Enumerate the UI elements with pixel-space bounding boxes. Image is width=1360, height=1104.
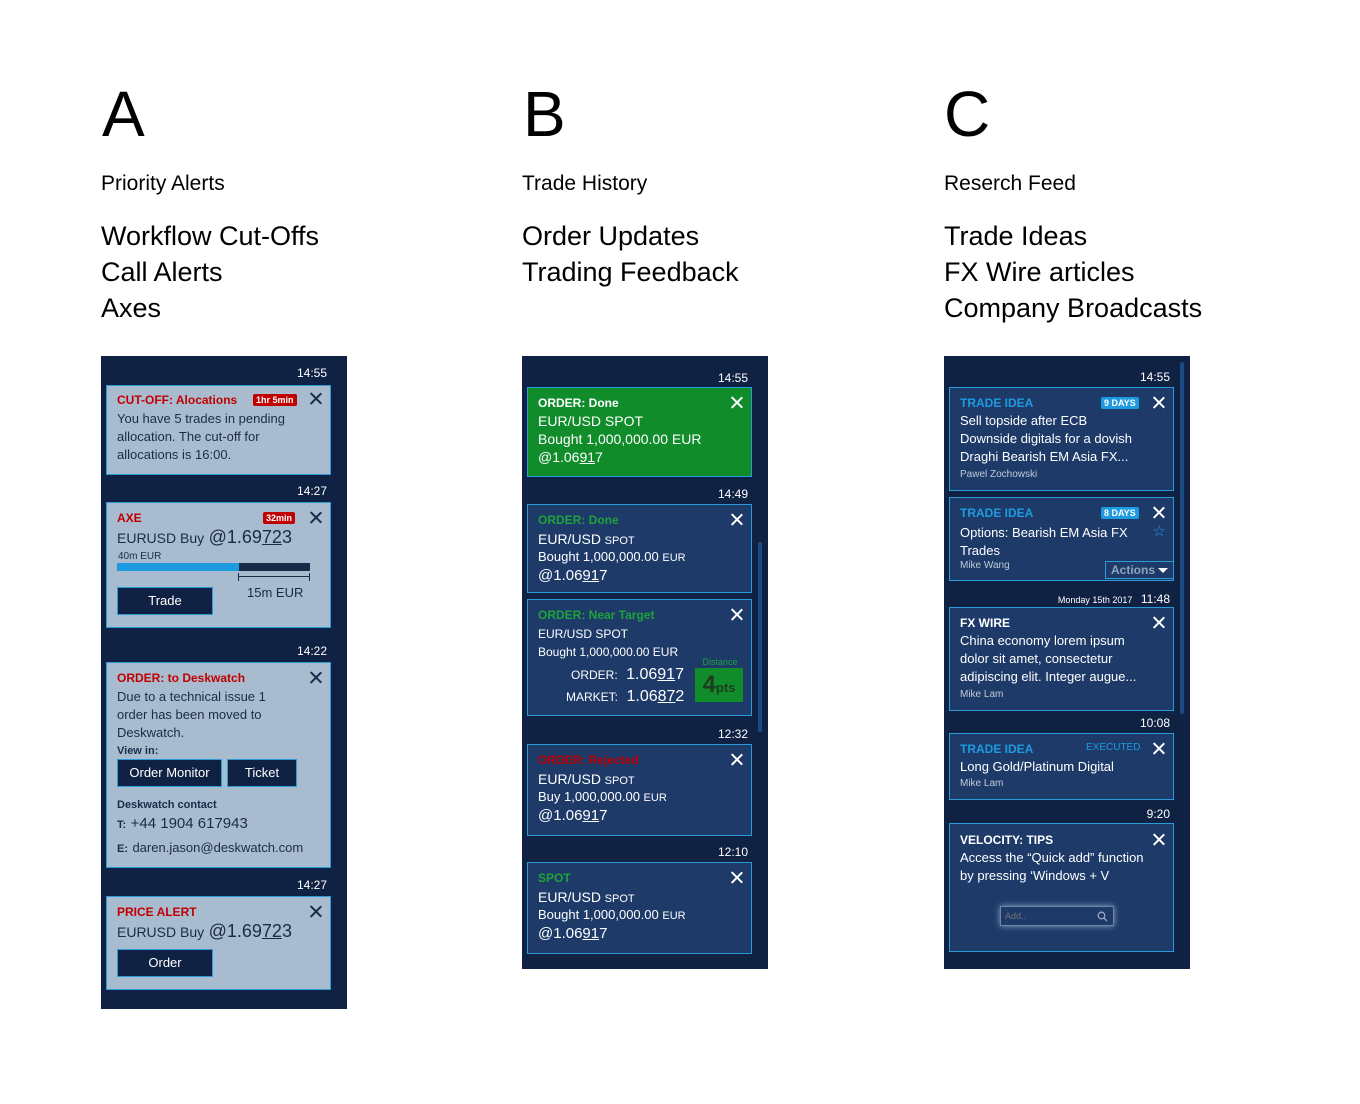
price-suffix: 7 [599, 567, 608, 584]
age-badge: 8 DAYS [1101, 507, 1139, 519]
column-letter: B [523, 78, 566, 150]
close-icon[interactable] [1153, 396, 1165, 408]
item-title: TRADE IDEA [960, 742, 1034, 756]
author: Pawel Zochowski [960, 469, 1038, 480]
author: Mike Wang [960, 560, 1010, 571]
feature-list [522, 218, 739, 290]
order-title: ORDER: Rejected [538, 753, 639, 767]
feature-item: Trade Ideas [944, 221, 1088, 251]
author: Mike Lam [960, 689, 1004, 700]
price-prefix: @1.69 [208, 527, 262, 547]
order-near-target-card[interactable] [527, 599, 752, 716]
alert-title: ORDER: to Deskwatch [117, 671, 246, 685]
order-amount: Bought 1,000,000.00 EUR [538, 431, 702, 447]
item-body [960, 632, 1136, 686]
order-done-card[interactable] [527, 504, 752, 593]
timestamp: 12:10 [717, 845, 748, 859]
axe-progress-fill [117, 563, 239, 571]
feature-item: Axes [101, 293, 162, 323]
alert-body [117, 688, 266, 742]
order-label: ORDER: [571, 668, 618, 682]
order-title: ORDER: Near Target [538, 608, 655, 622]
market-label: MARKET: [566, 690, 619, 704]
velocity-tips-card[interactable] [949, 823, 1174, 952]
timestamp: 12:32 [717, 727, 748, 741]
trade-history-panel [522, 356, 768, 969]
distance-value: 4 [702, 671, 716, 698]
timestamp: 10:08 [1139, 716, 1170, 730]
close-icon[interactable] [310, 392, 322, 404]
quick-add-field[interactable] [1000, 906, 1114, 926]
feature-item: Call Alerts [101, 257, 223, 287]
close-icon[interactable] [731, 753, 743, 765]
currency-tag: EUR [662, 552, 686, 564]
priority-alerts-panel [101, 356, 347, 1009]
amount-text: Buy 1,000,000.00 [538, 789, 640, 804]
amount-text: Bought 1,000,000.00 [538, 549, 659, 564]
column-subtitle: Reserch Feed [944, 172, 1076, 195]
pair-text: EUR/USD [538, 531, 602, 547]
item-body [960, 524, 1128, 560]
body-line: Trades [960, 543, 1000, 558]
timestamp: 14:49 [717, 487, 748, 501]
pair-text: EUR/USD [538, 889, 602, 905]
timestamp: 14:22 [296, 644, 327, 658]
order-pair [538, 888, 635, 908]
axe-alert-card[interactable] [106, 502, 331, 628]
order-price [538, 448, 603, 466]
price-pips: 91 [582, 925, 600, 942]
feature-item: Company Broadcasts [944, 293, 1203, 323]
feature-item: Order Updates [522, 221, 700, 251]
price-suffix: 3 [281, 527, 292, 547]
timestamp: 14:55 [296, 366, 327, 380]
search-icon[interactable] [1097, 911, 1108, 922]
price-alert-card[interactable] [106, 896, 331, 990]
time-badge: 32min [263, 512, 295, 524]
phone-label: T: [117, 819, 127, 831]
target-pips: 91 [657, 666, 676, 683]
axe-progress-bar [117, 563, 310, 571]
date-label: Monday 15th 2017 [1057, 595, 1133, 605]
body-line: Options: Bearish EM Asia FX [960, 525, 1128, 540]
axe-amount-left: 40m EUR [118, 551, 162, 562]
phone-number: +44 1904 617943 [130, 815, 248, 832]
order-title: ORDER: Done [538, 396, 619, 410]
timestamp: 14:55 [1139, 370, 1170, 384]
contact-phone [117, 815, 248, 833]
alert-title: CUT-OFF: Alocations [117, 393, 238, 407]
price-suffix: 7 [599, 925, 608, 942]
close-icon[interactable] [731, 513, 743, 525]
axe-price-line [117, 527, 292, 548]
order-monitor-button[interactable]: Order Monitor [117, 759, 222, 787]
price-prefix: @1.06 [538, 567, 583, 584]
order-price [538, 925, 607, 943]
body-line: Downside digitals for a dovish [960, 431, 1132, 446]
order-amount: Bought 1,000,000.00 EUR [538, 645, 679, 659]
spot-trade-card[interactable] [527, 862, 752, 954]
contact-heading: Deskwatch contact [117, 799, 217, 811]
quick-add-input[interactable] [1005, 909, 1093, 923]
price-pips: 91 [582, 807, 600, 824]
price-suffix: 7 [595, 449, 603, 465]
column-subtitle: Trade History [522, 172, 648, 195]
close-icon[interactable] [731, 871, 743, 883]
item-title: TRADE IDEA [960, 396, 1034, 410]
body-line: Sell topside after ECB [960, 413, 1088, 428]
close-icon[interactable] [310, 511, 322, 523]
order-title: ORDER: Done [538, 513, 619, 527]
axe-amount-right: 15m EUR [247, 585, 304, 600]
price-pips: 72 [261, 921, 282, 941]
chevron-down-icon [1158, 568, 1168, 573]
body-line: adipiscing elit. Integer augue... [960, 669, 1137, 684]
price-line [117, 921, 292, 942]
column-subtitle: Priority Alerts [101, 172, 225, 195]
price-pips: 91 [579, 449, 596, 465]
alert-title: AXE [117, 511, 142, 525]
close-icon[interactable] [1153, 742, 1165, 754]
market-price-row [566, 688, 684, 706]
timestamp: 14:27 [296, 484, 327, 498]
order-button[interactable]: Order [117, 949, 213, 977]
body-line: Due to a technical issue 1 [117, 689, 266, 704]
author: Mike Lam [960, 778, 1004, 789]
feature-item: Workflow Cut-Offs [101, 221, 320, 251]
price-pips: 72 [261, 527, 282, 547]
distance-label: Distance [702, 657, 738, 667]
order-price [538, 567, 607, 585]
spot-tag: SPOT [604, 535, 635, 547]
trade-button[interactable]: Trade [117, 587, 213, 615]
currency-pair: EURUSD Buy [117, 924, 205, 940]
fx-wire-card[interactable] [949, 607, 1174, 711]
feature-list [944, 218, 1202, 326]
close-icon[interactable] [1153, 506, 1165, 518]
date-time-header [1058, 590, 1170, 608]
close-icon[interactable] [1153, 616, 1165, 628]
spot-tag: SPOT [604, 775, 635, 787]
spot-tag: SPOT [604, 893, 635, 905]
close-icon[interactable] [731, 608, 743, 620]
order-amount [538, 906, 686, 925]
view-in-label: View in: [117, 745, 159, 757]
body-line: Access the “Quick add” function [960, 850, 1144, 865]
item-title: VELOCITY: TIPS [960, 833, 1054, 847]
pair-text: EUR/USD [538, 771, 602, 787]
body-line: allocation. The cut-off for [117, 429, 260, 444]
alert-title: PRICE ALERT [117, 905, 197, 919]
price-prefix: @1.06 [538, 807, 583, 824]
order-pair: EUR/USD SPOT [538, 627, 629, 641]
body-line: Deskwatch. [117, 725, 185, 740]
order-amount [538, 788, 667, 807]
ticket-button[interactable]: Ticket [227, 759, 297, 787]
body-line: China economy lorem ipsum [960, 633, 1125, 648]
order-price [538, 807, 607, 825]
close-icon[interactable] [310, 905, 322, 917]
market-prefix: 1.06 [626, 688, 658, 705]
contact-email [117, 839, 303, 857]
order-title: SPOT [538, 871, 571, 885]
body-line: allocations is 16:00. [117, 447, 232, 462]
price-prefix: @1.69 [208, 921, 262, 941]
trade-idea-executed-card[interactable] [949, 733, 1174, 800]
market-suffix: 2 [675, 688, 685, 705]
target-suffix: 7 [675, 666, 684, 683]
currency-tag: EUR [643, 792, 667, 804]
close-icon[interactable] [1153, 833, 1165, 845]
order-rejected-card[interactable] [527, 744, 752, 836]
distance-unit: pts [715, 680, 736, 695]
timestamp: 9:20 [1146, 807, 1170, 821]
close-icon[interactable] [731, 396, 743, 408]
timestamp: 11:48 [1140, 592, 1170, 606]
email-address[interactable]: daren.jason@deskwatch.com [132, 840, 304, 855]
amount-text: Bought 1,000,000.00 [538, 907, 659, 922]
timestamp: 14:27 [296, 878, 327, 892]
price-pips: 91 [582, 567, 600, 584]
research-feed-panel [944, 356, 1190, 969]
item-body: Long Gold/Platinum Digital [960, 759, 1114, 774]
column-letter: A [102, 78, 145, 150]
body-line: by pressing ‘Windows + V [960, 868, 1110, 883]
currency-pair: EURUSD Buy [117, 530, 205, 546]
time-badge: 1hr 5min [253, 394, 297, 406]
scrollbar[interactable] [758, 542, 762, 732]
currency-tag: EUR [662, 910, 686, 922]
trade-idea-card[interactable] [949, 497, 1174, 581]
actions-dropdown[interactable] [1105, 561, 1174, 579]
cutoff-alert-card[interactable] [106, 385, 331, 475]
item-title: TRADE IDEA [960, 506, 1034, 520]
age-badge: 9 DAYS [1101, 397, 1139, 409]
price-suffix: 7 [599, 807, 608, 824]
price-prefix: @1.06 [538, 925, 583, 942]
actions-label: Actions [1111, 563, 1156, 577]
market-pips: 87 [657, 688, 676, 705]
timestamp: 14:55 [717, 371, 748, 385]
body-line: Draghi Bearish EM Asia FX... [960, 449, 1129, 464]
order-pair [538, 770, 635, 790]
alert-body [117, 410, 285, 464]
feature-item: FX Wire articles [944, 257, 1135, 287]
order-pair: EUR/USD SPOT [538, 413, 644, 429]
item-body [960, 849, 1144, 885]
order-deskwatch-card[interactable] [106, 662, 331, 868]
order-amount [538, 548, 686, 567]
feature-item: Trading Feedback [522, 257, 739, 287]
status-badge: EXECUTED [1086, 742, 1141, 753]
feature-list [101, 218, 319, 326]
axe-remaining-bracket [238, 573, 310, 581]
item-body [960, 412, 1132, 466]
column-letter: C [944, 78, 991, 150]
item-title: FX WIRE [960, 616, 1010, 630]
close-icon[interactable] [310, 671, 322, 683]
price-prefix: @1.06 [538, 449, 580, 465]
price-suffix: 3 [281, 921, 292, 941]
star-icon[interactable]: ☆ [1152, 523, 1166, 540]
email-label: E: [117, 843, 128, 855]
order-done-card-highlight[interactable] [527, 387, 752, 477]
body-line: You have 5 trades in pending [117, 411, 285, 426]
scrollbar[interactable] [1180, 362, 1184, 714]
body-line: dolor sit amet, consectetur [960, 651, 1113, 666]
distance-badge [695, 668, 743, 702]
trade-idea-card[interactable] [949, 387, 1174, 491]
order-target-row [571, 666, 684, 684]
body-line: order has been moved to [117, 707, 262, 722]
order-pair [538, 530, 635, 550]
target-prefix: 1.06 [626, 666, 658, 683]
